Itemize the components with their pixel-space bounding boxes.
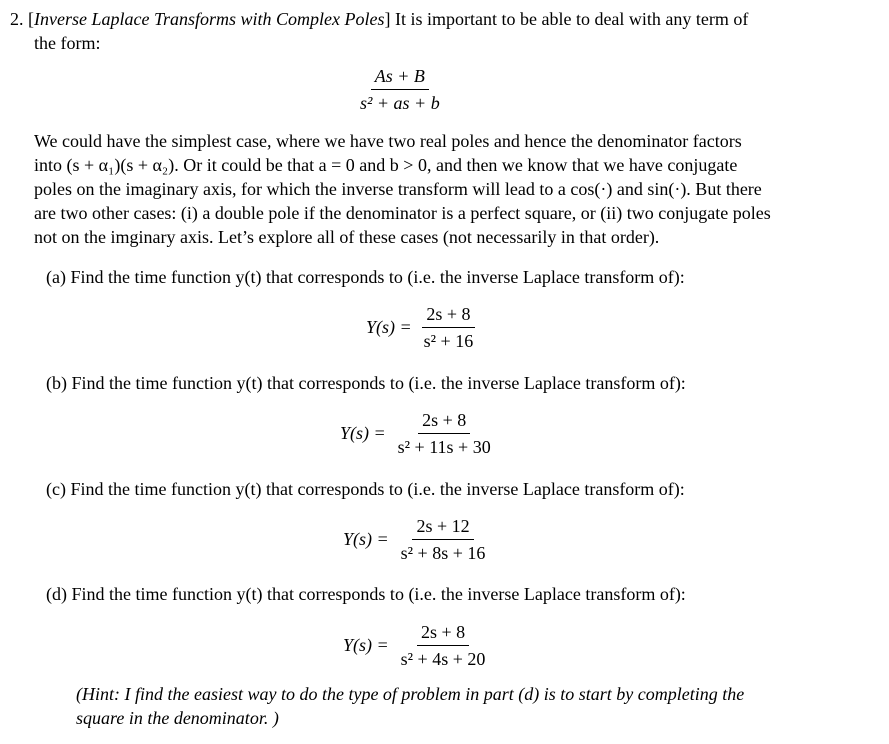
part-c-numerator: 2s + 12: [412, 516, 473, 540]
part-b-denominator: s² + 11s + 30: [397, 437, 491, 457]
part-c-label: (c): [46, 479, 66, 499]
body-line-4: are two other cases: (i) a double pole if the denominator is a perfect square, or (ii) two conjugate poles: [34, 203, 771, 223]
body-line-3: poles on the imaginary axis, for which the inverse transform will lead to a cos(·) and sin(·). But there: [34, 179, 762, 199]
part-b-equation: [340, 410, 495, 457]
intro-text: It is important to be able to deal with any term of: [394, 9, 749, 29]
part-a-label: (a): [46, 267, 66, 287]
part-b-label: (b): [46, 373, 67, 393]
part-d-prompt: [46, 583, 686, 605]
part-c-lhs: Y(s) =: [343, 529, 389, 549]
part-a-numerator: 2s + 8: [422, 304, 474, 328]
body-line-1: We could have the simplest case, where we have two real poles and hence the denominator factors: [34, 131, 742, 151]
general-form-denominator: s² + as + b: [360, 93, 440, 113]
part-d-lhs: Y(s) =: [343, 635, 389, 655]
general-form-fraction: [356, 66, 444, 113]
problem-heading: [10, 8, 748, 30]
problem-title: Inverse Laplace Transforms with Complex Poles: [34, 9, 385, 29]
general-form-numerator: As + B: [371, 66, 429, 90]
hint-line-1: (Hint: I find the easiest way to do the type of problem in part (d) is to start by completing the: [76, 684, 745, 704]
hint-line-2: square in the denominator. ): [76, 708, 279, 728]
part-b-prompt: [46, 372, 686, 394]
intro-line-2: the form:: [34, 33, 101, 53]
part-a-text: Find the time function y(t) that corresponds to (i.e. the inverse Laplace transform of):: [70, 267, 685, 287]
part-d-text: Find the time function y(t) that corresponds to (i.e. the inverse Laplace transform of):: [71, 584, 686, 604]
part-c-denominator: s² + 8s + 16: [400, 543, 486, 563]
part-a-prompt: [46, 266, 685, 288]
part-d-numerator: 2s + 8: [417, 622, 469, 646]
problem-number: 2.: [10, 9, 24, 29]
part-b-text: Find the time function y(t) that corresponds to (i.e. the inverse Laplace transform of):: [71, 373, 686, 393]
part-c-equation: [343, 516, 489, 563]
body-line-5: not on the imginary axis. Let’s explore all of these cases (not necessarily in that order).: [34, 227, 660, 247]
part-d-equation: [343, 622, 489, 669]
part-a-equation: [366, 304, 477, 351]
part-b-lhs: Y(s) =: [340, 423, 386, 443]
part-b-numerator: 2s + 8: [418, 410, 470, 434]
part-a-denominator: s² + 16: [423, 331, 474, 351]
part-d-denominator: s² + 4s + 20: [400, 649, 486, 669]
body-line-2: into (s + α₁)(s + α₂). Or it could be that a = 0 and b > 0, and then we know that we have conjugate: [34, 155, 738, 175]
problem-title-close: ]: [384, 9, 391, 29]
part-a-lhs: Y(s) =: [366, 317, 412, 337]
problem-title-open: [: [28, 9, 34, 29]
part-c-text: Find the time function y(t) that corresponds to (i.e. the inverse Laplace transform of):: [70, 479, 685, 499]
part-d-label: (d): [46, 584, 67, 604]
part-c-prompt: [46, 478, 685, 500]
